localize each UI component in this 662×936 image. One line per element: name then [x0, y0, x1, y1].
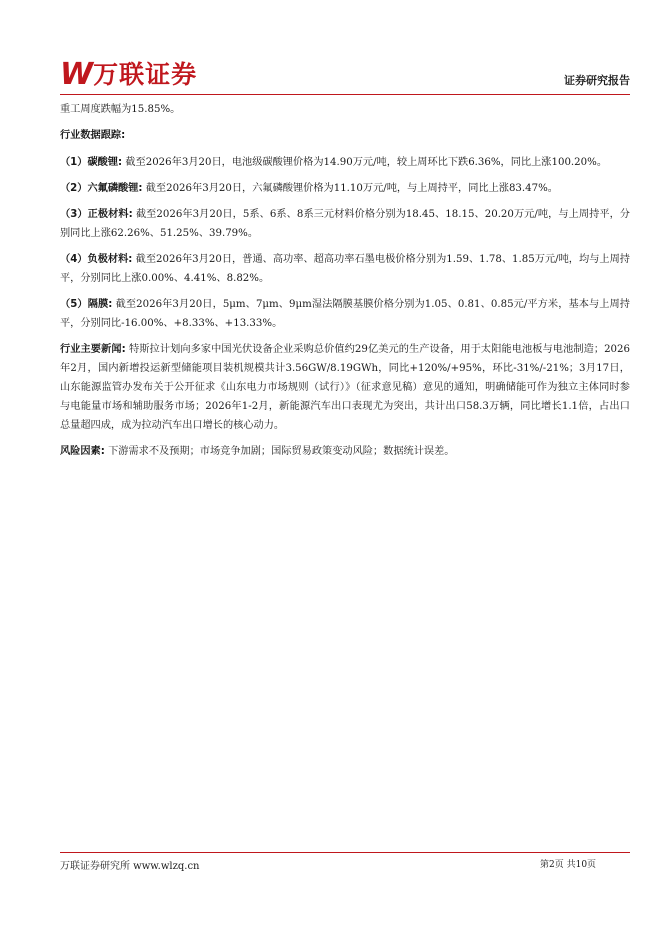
- company-logo: [60, 58, 197, 92]
- item-head: （2）六氟磷酸锂:: [60, 183, 143, 194]
- footer-divider: [60, 852, 630, 853]
- logo-mark: W: [60, 57, 92, 92]
- item-text: 截至2026年3月20日，5系、6系、8系三元材料价格分别为18.45、18.15、20.20万元/吨，与上周持平，分别同比上涨62.26%、51.25%、39.79%。: [60, 209, 630, 239]
- industry-news-paragraph: [60, 340, 630, 435]
- item-head: （4）负极材料:: [60, 254, 133, 265]
- report-type-label: 证券研究报告: [564, 74, 630, 87]
- header-divider: [60, 94, 630, 95]
- report-body: [60, 100, 630, 468]
- section-title-industry-data: 行业数据跟踪:: [60, 130, 126, 141]
- item-head: （1）碳酸锂:: [60, 157, 123, 168]
- page-header: [60, 58, 630, 94]
- item-text: 截至2026年3月20日，5μm、7μm、9μm湿法隔膜基膜价格分别为1.05、0.81、0.85元/平方米，基本与上周持平，分别同比-16.00%、+8.33%、+13.33%。: [60, 299, 630, 329]
- news-head: 行业主要新闻:: [60, 344, 126, 355]
- risk-text: 下游需求不及预期；市场竞争加剧；国际贸易政策变动风险；数据统计误差。: [104, 446, 455, 457]
- item-text: 截至2026年3月20日，六氟磷酸锂价格为11.10万元/吨，与上周持平，同比上涨83.47%。: [142, 183, 558, 194]
- item-text: 截至2026年3月20日，电池级碳酸锂价格为14.90万元/吨，较上周环比下跌6.36%，同比上涨100.20%。: [122, 157, 608, 168]
- data-item-lipf6: [60, 179, 630, 198]
- item-head: （5）隔膜:: [60, 299, 113, 310]
- logo-text: 万联证券: [93, 60, 198, 89]
- item-text: 截至2026年3月20日，普通、高功率、超高功率石墨电极价格分别为1.59、1.78、1.85万元/吨，均与上周持平，分别同比上涨0.00%、4.41%、8.82%。: [60, 254, 630, 284]
- page-number: 第2页 共10页: [540, 860, 597, 870]
- footer-source: 万联证券研究所 www.wlzq.cn: [60, 861, 200, 872]
- data-item-lithium-carbonate: [60, 153, 630, 172]
- risk-head: 风险因素:: [60, 446, 105, 457]
- data-item-cathode: [60, 205, 630, 243]
- risk-factors-paragraph: [60, 442, 630, 461]
- data-item-anode: [60, 250, 630, 288]
- item-head: （3）正极材料:: [60, 209, 133, 220]
- news-text: 特斯拉计划向多家中国光伏设备企业采购总价值约29亿美元的生产设备，用于太阳能电池板与电池制造；2026年2月，国内新增投运新型储能项目装机规模共计3.56GW/8.19GWh，同比+120%/+95%，环比-31%/-21%；3月17日，山东能源监管办发布关于公开征求《山东电力市场规则（试行）》（征求意见稿）意见的通知，明确储能可作为独立主体同时参与电能量市场和辅助服务市场；2026年1-2月，新能源汽车出口表现尤为突出，共计出口58.3万辆，同比增长1.1倍，占出口总量超四成，成为拉动汽车出口增长的核心动力。: [60, 344, 630, 431]
- intro-paragraph: 重工周度跌幅为15.85%。: [60, 104, 181, 115]
- data-item-separator: [60, 295, 630, 333]
